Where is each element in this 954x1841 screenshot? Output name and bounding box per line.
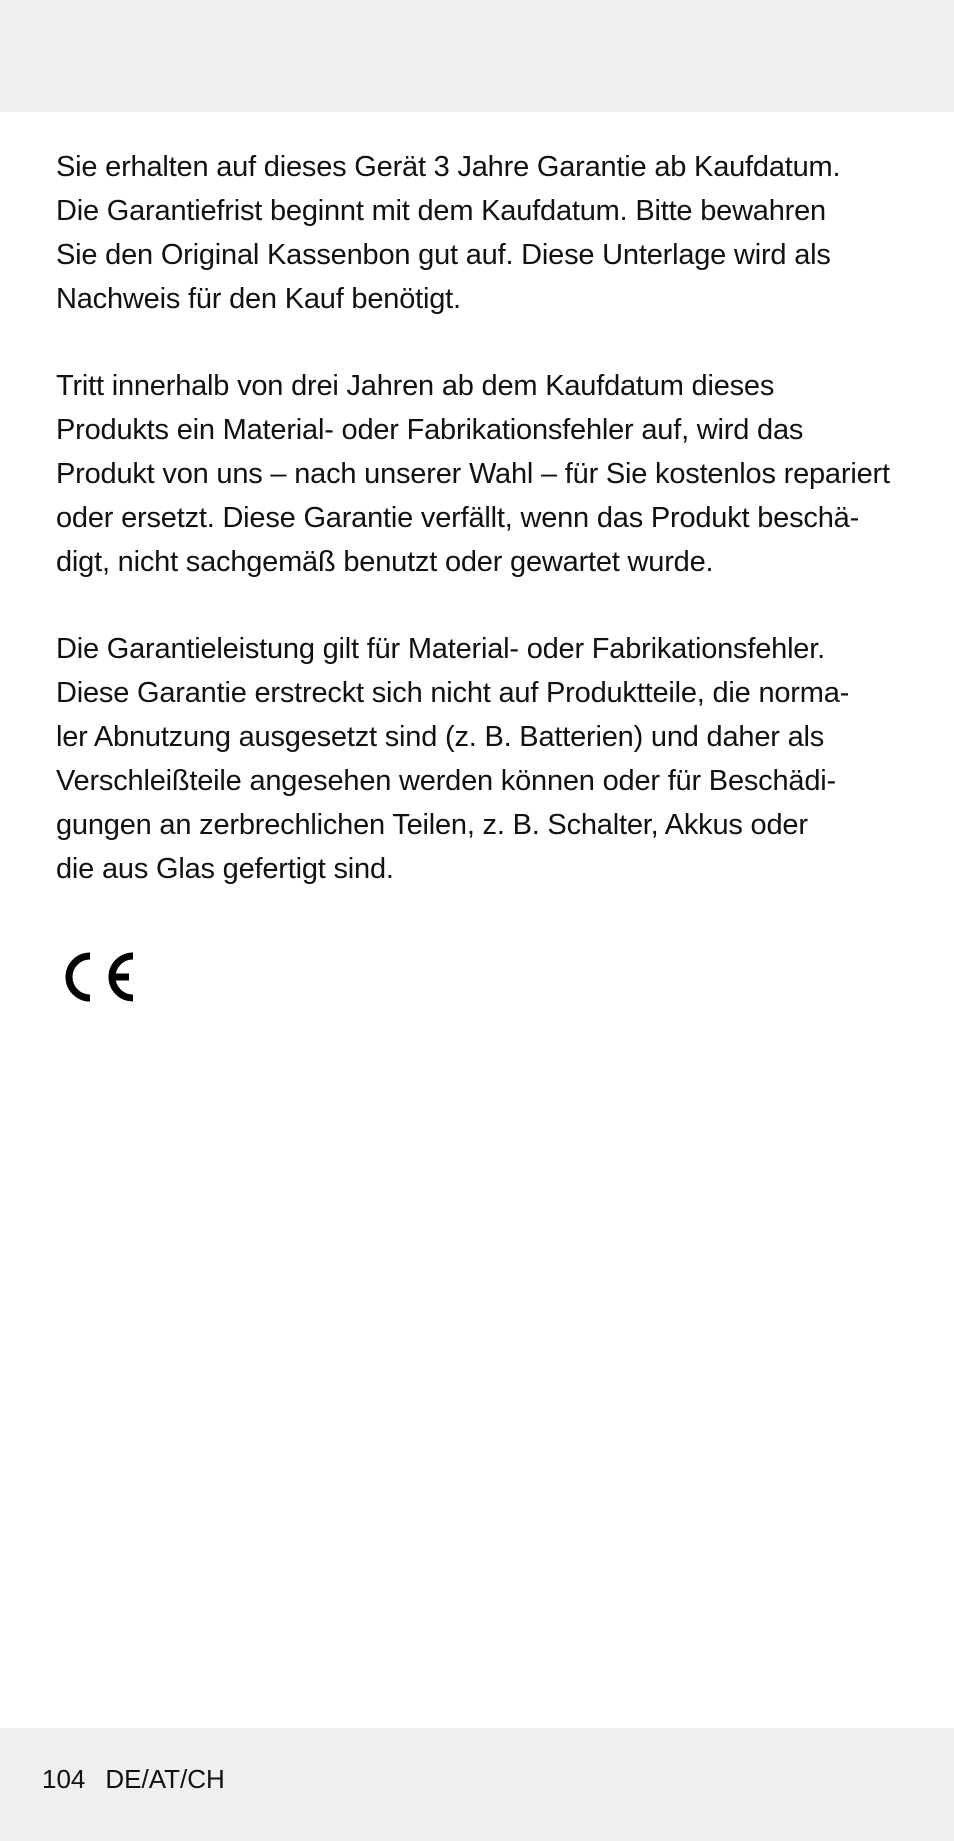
text-line: Diese Garantie erstreckt sich nicht auf Produktteile, die norma- xyxy=(56,677,850,709)
ce-mark-icon xyxy=(56,948,136,1006)
paragraph-warranty-scope xyxy=(56,627,906,891)
text-line: oder ersetzt. Diese Garantie verfällt, wenn das Produkt beschä- xyxy=(56,502,860,534)
text-line: die aus Glas gefertigt sind. xyxy=(56,853,394,885)
text-line: Tritt innerhalb von drei Jahren ab dem Kaufdatum dieses xyxy=(56,370,775,402)
text-line: Produkts ein Material- oder Fabrikationsfehler auf, wird das xyxy=(56,414,804,446)
text-line: Die Garantiefrist beginnt mit dem Kaufdatum. Bitte bewahren xyxy=(56,195,826,227)
paragraph-warranty-conditions xyxy=(56,364,906,584)
paragraph-warranty-period xyxy=(56,145,906,321)
text-line: ler Abnutzung ausgesetzt sind (z. B. Batterien) und daher als xyxy=(56,721,825,753)
text-line: Sie erhalten auf dieses Gerät 3 Jahre Garantie ab Kaufdatum. xyxy=(56,151,841,183)
text-line: Produkt von uns – nach unserer Wahl – für Sie kostenlos repariert xyxy=(56,458,890,490)
locale-label: DE/AT/CH xyxy=(105,1764,225,1794)
text-line: digt, nicht sachgemäß benutzt oder gewartet wurde. xyxy=(56,546,714,578)
header-band xyxy=(0,0,954,112)
page-number: 104 xyxy=(42,1764,86,1794)
page-footer xyxy=(42,1762,225,1796)
text-line: Sie den Original Kassenbon gut auf. Diese Unterlage wird als xyxy=(56,239,831,271)
text-line: gungen an zerbrechlichen Teilen, z. B. Schalter, Akkus oder xyxy=(56,809,808,841)
text-line: Die Garantieleistung gilt für Material- oder Fabrikationsfehler. xyxy=(56,633,825,665)
text-line: Verschleißteile angesehen werden können oder für Beschädi- xyxy=(56,765,836,797)
warranty-text xyxy=(56,145,906,934)
text-line: Nachweis für den Kauf benötigt. xyxy=(56,283,461,315)
